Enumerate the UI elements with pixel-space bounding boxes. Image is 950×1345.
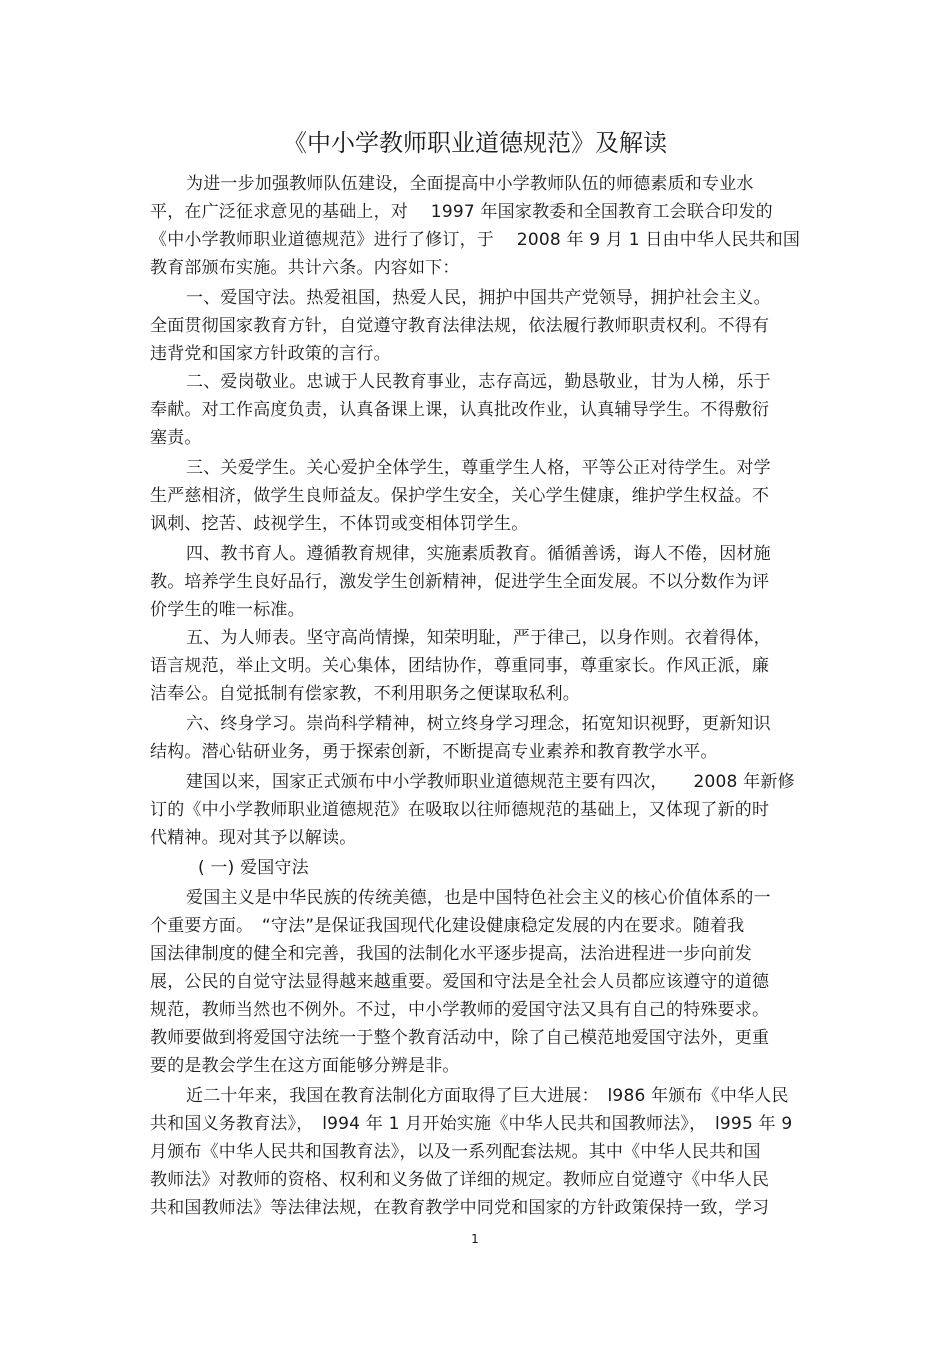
text-line: 五、为人师表。坚守高尚情操，知荣明耻，严于律己，以身作则。衣着得体， (186, 628, 771, 648)
text-line: 爱国主义是中华民族的传统美德，也是中国特色社会主义的核心价值体系的一 (186, 888, 771, 908)
text-line: 二、爱岗敬业。忠诚于人民教育事业，志存高远，勤恳敬业，甘为人梯，乐于 (186, 372, 771, 392)
text-line: 教师法》对教师的资格、权利和义务做了详细的规定。教师应自觉遵守《中华人民 (150, 1170, 770, 1190)
text-line: 六、终身学习。崇尚科学精神，树立终身学习理念，拓宽知识视野，更新知识 (186, 714, 771, 734)
text-line: 教育部颁布实施。共计六条。内容如下： (150, 258, 460, 278)
section-heading: ( 一) 爱国守法 (198, 858, 309, 878)
text-line: 一、爱国守法。热爱祖国，热爱人民，拥护中国共产党领导，拥护社会主义。 (186, 288, 771, 308)
text-line: 教师要做到将爱国守法统一于整个教育活动中，除了自己模范地爱国守法外，更重 (150, 1028, 770, 1048)
text-line: 三、关爱学生。关心爱护全体学生，尊重学生人格，平等公正对待学生。对学 (186, 458, 771, 478)
text-line: 教。培养学生良好品行，激发学生创新精神，促进学生全面发展。不以分数作为评 (150, 572, 770, 592)
text-line: 洁奉公。自觉抵制有偿家教，不利用职务之便谋取私利。 (150, 684, 580, 704)
text-line: 订的《中小学教师职业道德规范》在吸取以往师德规范的基础上，又体现了新的时 (150, 800, 770, 820)
page-number: 1 (471, 1232, 479, 1246)
text-line: 全面贯彻国家教育方针，自觉遵守教育法律法规，依法履行教师职责权利。不得有 (150, 316, 770, 336)
text-line: 建国以来，国家正式颁布中小学教师职业道德规范主要有四次， 2008 年新修 (186, 772, 795, 792)
text-line: 生严慈相济，做学生良师益友。保护学生安全，关心学生健康，维护学生权益。不 (150, 486, 770, 506)
text-line: 奉献。对工作高度负责，认真备课上课，认真批改作业，认真辅导学生。不得敷衍 (150, 400, 770, 420)
document-title: 《中小学教师职业道德规范》及解读 (283, 129, 667, 157)
text-line: 规范，教师当然也不例外。不过，中小学教师的爱国守法又具有自己的特殊要求。 (150, 1000, 770, 1020)
text-line: 个重要方面。 “守法”是保证我国现代化建设健康稳定发展的内在要求。随着我 (150, 916, 745, 936)
text-line: 语言规范，举止文明。关心集体，团结协作，尊重同事，尊重家长。作风正派，廉 (150, 656, 770, 676)
text-line: 《中小学教师职业道德规范》进行了修订，于 2008 年 9 月 1 日由中华人民共和国 (150, 230, 801, 250)
text-line: 月颁布《中华人民共和国教育法》，以及一系列配套法规。其中《中华人民共和国 (150, 1142, 761, 1162)
text-line: 讽刺、挖苦、歧视学生，不体罚或变相体罚学生。 (150, 514, 529, 534)
text-line: 为进一步加强教师队伍建设，全面提高中小学教师队伍的师德素质和专业水 (186, 174, 754, 194)
text-line: 平，在广泛征求意见的基础上，对 1997 年国家教委和全国教育工会联合印发的 (150, 202, 773, 222)
text-line: 共和国教师法》等法律法规，在教育教学中同党和国家的方针政策保持一致，学习 (150, 1198, 770, 1218)
text-line: 违背党和国家方针政策的言行。 (150, 344, 391, 364)
text-line: 代精神。现对其予以解读。 (150, 828, 357, 848)
text-line: 塞责。 (150, 428, 202, 448)
text-line: 要的是教会学生在这方面能够分辨是非。 (150, 1056, 460, 1076)
text-line: 价学生的唯一标准。 (150, 600, 305, 620)
text-line: 结构。潜心钻研业务，勇于探索创新，不断提高专业素养和教育教学水平。 (150, 742, 718, 762)
text-line: 共和国义务教育法》， l994 年 1 月开始实施《中华人民共和国教师法》， l995 年 9 (150, 1114, 793, 1134)
text-line: 近二十年来，我国在教育法制化方面取得了巨大进展： l986 年颁布《中华人民 (186, 1086, 789, 1106)
text-line: 国法律制度的健全和完善，我国的法制化水平逐步提高，法治进程进一步向前发 (150, 944, 752, 964)
text-line: 展，公民的自觉守法显得越来越重要。爱国和守法是全社会人员都应该遵守的道德 (150, 972, 770, 992)
text-line: 四、教书育人。遵循教育规律，实施素质教育。循循善诱，诲人不倦，因材施 (186, 544, 771, 564)
